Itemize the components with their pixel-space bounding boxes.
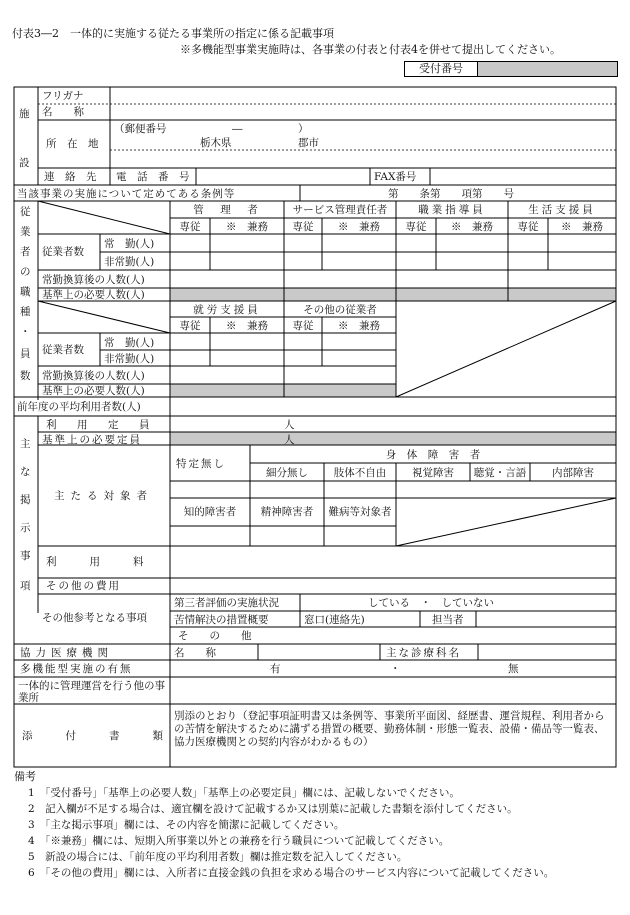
address-label: 所 在 地	[46, 138, 99, 150]
sub-concurrent-1: ※ 兼務	[226, 221, 268, 233]
fulltime-label-2: 常 勤(人)	[104, 337, 155, 349]
third-party-label: 第三者評価の実施状況	[174, 597, 279, 609]
main-side-5: 項	[20, 580, 31, 592]
main-side-3: 示	[20, 522, 31, 534]
std-capacity-unit: 人	[284, 434, 295, 446]
intractable-label: 難病等対象者	[328, 506, 392, 518]
prefecture-label: 栃木県	[200, 137, 232, 149]
submission-note: ※多機能型事業実施時は、各事業の付表と付表4を併せて提出してください。	[180, 43, 561, 56]
other-ref-label: その他参考となる事項	[42, 612, 147, 624]
main-side-4: 事	[20, 550, 31, 562]
name-label: 名 称	[42, 106, 84, 118]
multi-function-label: 多機能型実施の有無	[20, 663, 133, 675]
sub-concurrent-6: ※ 兼務	[338, 320, 380, 332]
main-side-1: な	[20, 466, 31, 478]
remark-6: 6 「その他の費用」欄には、入所者に直接金銭の負担を求める場合のサービス内容について記載してください。	[28, 867, 555, 879]
remarks-title: 備考	[14, 770, 36, 783]
receipt-number-label: 受付番号	[405, 62, 478, 76]
role-life-support: 生活支援員	[528, 204, 596, 216]
other-fee-label: その他の費用	[46, 580, 121, 592]
sub-limb: 肢体不自由	[333, 467, 387, 479]
sub-fulltime-3: 専従	[405, 221, 427, 233]
postal-label: （郵便番号	[114, 123, 167, 135]
staff-side-3: の	[20, 266, 31, 278]
contact-label: 連 絡 先	[44, 171, 97, 183]
other-label: そ の 他	[178, 630, 252, 642]
multi-dot: ・	[390, 663, 401, 675]
person-label: 担当者	[432, 614, 464, 626]
intellectual-label: 知的障害者	[183, 506, 237, 518]
staff-side-2: 者	[20, 246, 31, 258]
fee-label: 利 用 料	[46, 556, 148, 568]
attach-text: 別添のとおり（登記事項証明書又は条例等、事業所平面図、経歴書、運営規程、利用者からの苦情を解決するために講ずる措置の概要、勤務体制・形態一覧表、設備・備品等一覧表、協力医療機関との契約内容がわかるもの）	[174, 710, 605, 748]
sub-internal: 内部障害	[552, 467, 594, 479]
multi-yes[interactable]: 有	[270, 663, 281, 675]
staff-side-1: 業	[20, 226, 31, 238]
fulltime-label-1: 常 勤(人)	[104, 238, 155, 250]
facility-side-1: 施	[19, 108, 30, 120]
staff-side-7: 員	[20, 348, 31, 360]
postal-close: ）	[298, 123, 309, 135]
required-label-1: 基準上の必要人数(人)	[42, 289, 145, 301]
staff-count-label-1: 従業者数	[42, 246, 84, 258]
role-manager: 管 理 者	[193, 204, 261, 216]
main-side-0: 主	[20, 438, 31, 450]
role-employment-support: 就労支援員	[193, 304, 261, 316]
other-office-label: 一体的に管理運営を行う他の事業所	[18, 680, 165, 704]
parttime-label-1: 非常勤(人)	[104, 256, 155, 268]
required-staff-gray-2	[170, 384, 396, 397]
fte-label-1: 常勤換算後の人数(人)	[42, 274, 145, 286]
mental-label: 精神障害者	[260, 506, 314, 518]
fte-label-2: 常勤換算後の人数(人)	[42, 370, 145, 382]
sub-concurrent-4: ※ 兼務	[561, 221, 603, 233]
capacity-unit: 人	[284, 419, 295, 431]
sub-no-division: 細分無し	[266, 467, 308, 479]
remark-4: 4 「※兼務」欄には、短期入所事業以外との兼務を行う職員について記載してください。	[28, 835, 450, 847]
target-label: 主たる対象者	[54, 490, 153, 502]
sub-fulltime-4: 専従	[517, 221, 539, 233]
sub-fulltime-2: 専従	[292, 221, 314, 233]
cooperation-dept-label: 主な診療科名	[386, 647, 461, 659]
ordinance-label: 当該事業の実施について定めてある条例等	[17, 188, 236, 200]
staff-side-6: ・	[20, 326, 31, 338]
physical-disability-label: 身 体 障 害 者	[385, 449, 481, 461]
form-title: 付表3―2 一体的に実施する従たる事業所の指定に係る記載事項	[12, 27, 334, 40]
complaint-label: 苦情解決の措置概要	[174, 614, 269, 626]
attach-label: 添 付 書 類	[22, 730, 167, 742]
required-staff-gray-1	[170, 288, 616, 301]
role-service-manager: サービス管理責任者	[292, 204, 388, 216]
sub-concurrent-2: ※ 兼務	[338, 221, 380, 233]
std-capacity-gray	[170, 432, 616, 445]
sub-concurrent-3: ※ 兼務	[451, 221, 493, 233]
staff-side-8: 数	[20, 370, 31, 382]
phone-label: 電 話 番 号	[116, 171, 190, 183]
staff-side-0: 従	[20, 206, 31, 218]
required-label-2: 基準上の必要人数(人)	[42, 385, 145, 397]
county-label: 郡市	[298, 137, 319, 149]
sub-fulltime-5: 専従	[179, 320, 201, 332]
remark-3: 3 「主な掲示事項」欄には、その内容を簡潔に記載してください。	[28, 819, 345, 831]
third-party-options[interactable]: している ・ していない	[368, 597, 494, 609]
cooperation-label: 協力医療機関	[20, 647, 113, 659]
role-job-instructor: 職業指導員	[418, 204, 486, 216]
sub-hearing: 聴覚・言語	[473, 467, 527, 479]
staff-side-5: 種	[20, 306, 31, 318]
facility-side-2: 設	[19, 157, 30, 169]
main-side-2: 掲	[20, 494, 31, 506]
sub-concurrent-5: ※ 兼務	[226, 320, 268, 332]
sub-visual: 視覚障害	[412, 467, 454, 479]
multi-no[interactable]: 無	[508, 663, 519, 675]
remark-5: 5 新設の場合には、「前年度の平均利用者数」欄は推定数を記入してください。	[28, 851, 408, 863]
parttime-label-2: 非常勤(人)	[104, 353, 155, 365]
ordinance-article: 第 条第 項第 号	[388, 188, 514, 200]
furigana-label: フリガナ	[42, 90, 84, 102]
remark-2: 2 記入欄が不足する場合は、適宜欄を設けて記載するか又は別葉に記載した書類を添付してください。	[28, 803, 518, 815]
staff-count-label-2: 従業者数	[42, 344, 84, 356]
role-other-staff: その他の従業者	[303, 304, 377, 316]
window-label: 窓口(連絡先)	[304, 614, 365, 626]
postal-dash: ―	[232, 123, 243, 135]
no-specific-label: 特定無し	[176, 458, 226, 470]
sub-fulltime-1: 専従	[179, 221, 201, 233]
capacity-label: 利 用 定 員	[46, 419, 155, 431]
fax-label: FAX番号	[374, 171, 417, 183]
sub-fulltime-6: 専従	[292, 320, 314, 332]
cooperation-name-label: 名 称	[174, 647, 216, 659]
staff-side-4: 職	[20, 286, 31, 298]
remark-1: 1 「受付番号」「基準上の必要人数」「基準上の必要定員」欄には、記載しないでください。	[28, 787, 460, 799]
std-capacity-label: 基準上の必要定員	[42, 434, 142, 446]
prev-avg-label: 前年度の平均利用者数(人)	[17, 401, 141, 413]
